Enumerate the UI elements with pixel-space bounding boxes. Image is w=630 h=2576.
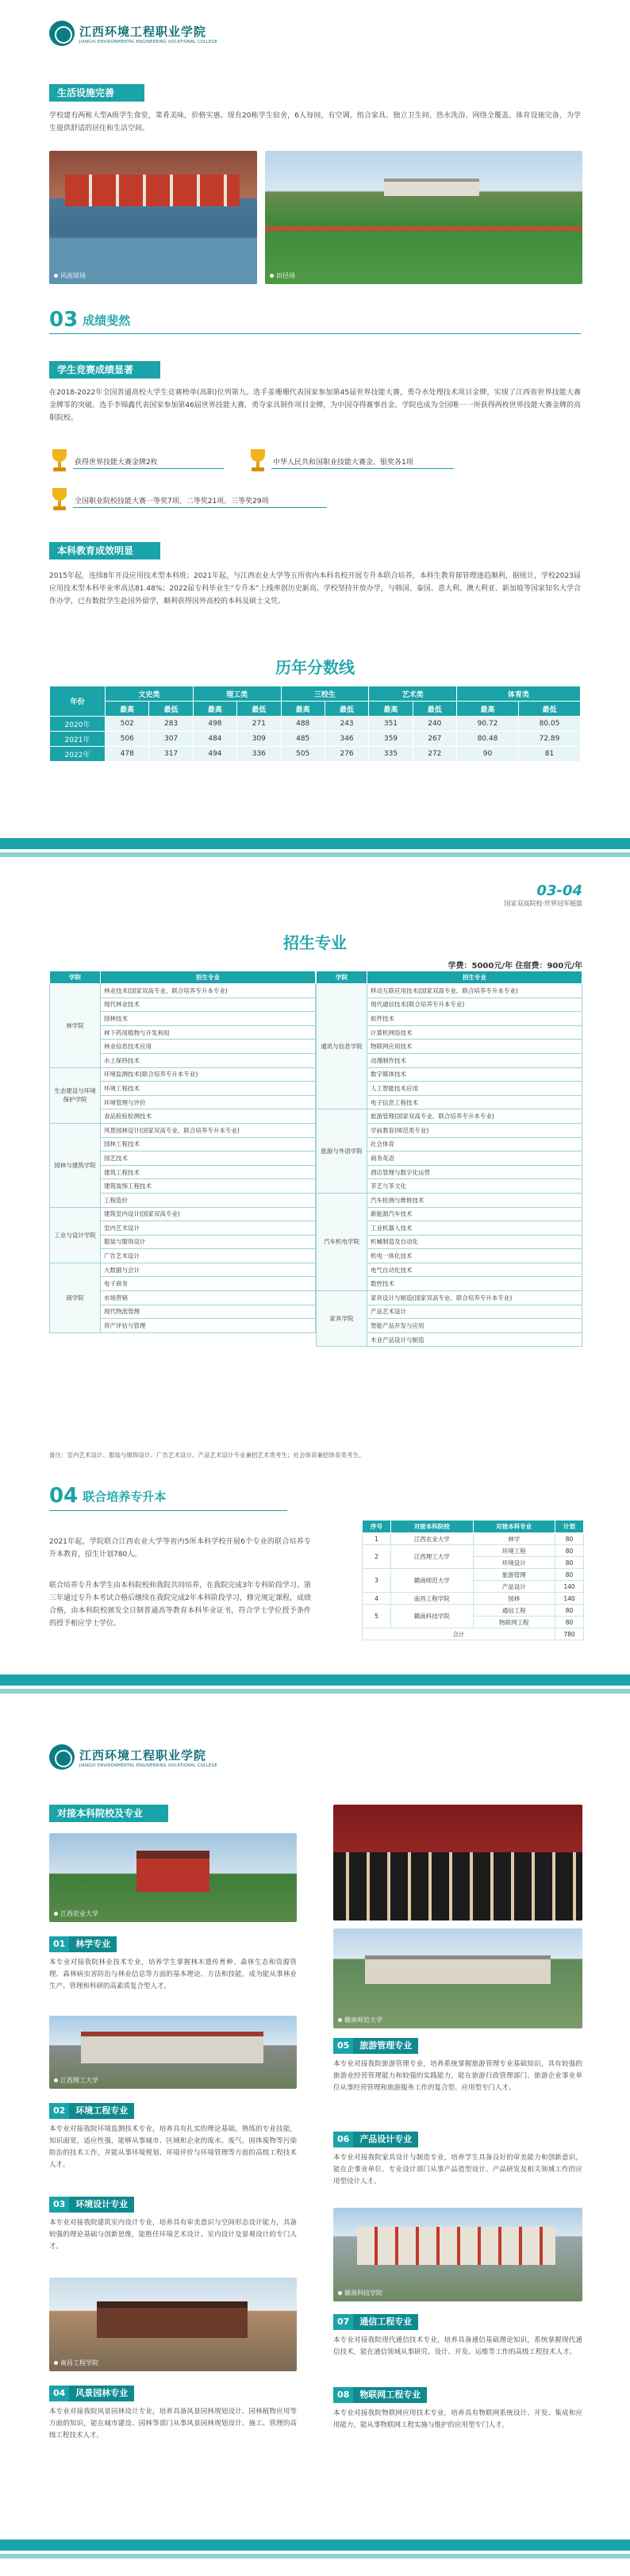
module-text: 本专业对接我院林业技术专业，培养学生掌握林木遗传育种、森林生态和资源管理、森林病虫害防治与林业信息等方面的基本理论、方法和技能，成为能从事林业生产、管理和科研的高素质复合型人才。 [49,1959,297,1990]
coop-header: 序号 [363,1521,391,1533]
coop-row [363,1593,584,1605]
coop-plan: 80 [555,1557,584,1569]
major-name: 室内艺术设计 [101,1221,316,1236]
major-name: 计算机网络技术 [367,1025,582,1040]
coop-header: 计划 [555,1521,584,1533]
major-name: 电子信息工程技术 [367,1095,582,1109]
major-name: 新能源汽车技术 [367,1207,582,1221]
coop-header: 对接本科院校 [391,1521,474,1533]
score-subheader: 最低 [413,702,456,717]
coop-plan: 140 [555,1593,584,1605]
module-title: 02 环境工程专业 [49,2103,134,2119]
score-cell: 502 [106,717,149,732]
score-cell: 267 [413,732,456,747]
coop-plan: 80 [555,1533,584,1545]
major-name: 茶艺与茶文化 [367,1179,582,1194]
major-name: 人工智能技术应用 [367,1082,582,1096]
basketball-court-photo [49,151,257,284]
achievements-heading: 03 成绩斐然 [49,308,131,332]
college-name: 工业与设计学院 [50,1207,101,1263]
coop-major: 物联网工程 [473,1617,555,1628]
major-name: 服装与服饰设计 [101,1235,316,1249]
module-title: 08 物联网工程专业 [333,2387,427,2403]
college-name: 通讯与信息学院 [317,984,367,1109]
school-logo-2 [49,1744,217,1770]
coop-no: 4 [363,1593,391,1605]
score-cell: 478 [106,747,149,762]
trophy-icon [248,449,268,473]
coop-major: 通信工程 [473,1605,555,1617]
score-subheader: 最高 [193,702,236,717]
coop-no: 3 [363,1569,391,1593]
score-subheader: 最低 [325,702,368,717]
module-title: 03 环境设计专业 [49,2197,134,2213]
score-cell: 335 [369,747,413,762]
scores-title: 历年分数线 [275,658,355,677]
page-number: 03-04 [536,882,582,899]
school-emblem-icon [49,1744,75,1770]
score-subheader: 最高 [281,702,325,717]
page-subtitle: 国家双高院校·世界冠军摇篮 [504,900,582,907]
coop-row [363,1569,584,1581]
module-text: 本专业对接我院物联网应用技术专业，培养具有物联网系统设计、开发、集成和应用能力，能从事物联网工程实施与维护的应用型专门人才。 [333,2409,582,2429]
score-cell: 505 [281,747,325,762]
major-name: 电子商务 [101,1277,316,1291]
majors-title: 招生专业 [283,933,347,952]
major-row [50,1207,316,1221]
major-row [317,984,582,998]
score-cell: 272 [413,747,456,762]
coop-total-label: 合计 [363,1628,555,1640]
score-cell: 90.72 [457,717,519,732]
major-name: 园艺技术 [101,1152,316,1166]
partner-section-title: 对接本科院校及专业 [49,1805,168,1822]
school-name: 江西环境工程职业学院 [79,24,207,39]
school-emblem-icon [49,21,75,46]
cooperation-table [362,1520,584,1640]
score-cell: 276 [325,747,368,762]
major-name: 软件技术 [367,1012,582,1026]
upgrade-title: 本科教育成效明显 [49,542,160,559]
upgrade-text: 2015年起，连续8年开设应用技术型本科班；2021年起，与江西农业大学等五所省内本科名校开展专升本联合培养，本科生教育郁管理逐趋顺利，据统计，学校2023届应用技术型本科毕业率高达81.48%；2022届专科毕业生“专升本”上线率创历史新高。学校坚持开放办学，与韩国、泰国、意大利、澳大利亚、新加坡等国家知名大学合作办学，已有数批学生赴国外留学，顺利获得国外高校的本科及硕士文凭。 [49,572,581,606]
major-name: 风景园林设计(国家双高专业、联合培养专升本专业) [101,1123,316,1137]
major-name: 旅游管理(国家双高专业、联合培养专升本专业) [367,1109,582,1124]
major-name: 智能产品开发与应用 [367,1319,582,1333]
major-name: 木业产品设计与制造 [367,1332,582,1347]
facilities-text: 学校建有两栋大型A级学生食堂，菜肴美味，价格实惠。现有20栋学生宿舍，6人每间，有空调、组合家具、独立卫生间、热水洗浴、网络全覆盖。体育设施完备，为学生提供舒适的居住和生活空间。 [49,112,581,133]
major-name: 园林工程技术 [101,1137,316,1152]
major-name: 水土保持技术 [101,1053,316,1067]
skill-text: 在2018-2022年全国普通高校大学生竞赛榜单(高职)位列第九。选手姜珊珊代表国家参加第45届世界技能大赛，勇夺水处理技术项目金牌，实现了江西省世界技能大赛金牌零的突破。选手李锦鑫代表国家参加第46届世界技能大赛，勇夺家具制作项目金牌，为中国夺得赛事首金。学院也成为全国唯一一所获得两枚世界技能大赛金牌的高职院校。 [49,389,581,422]
module-text: 本专业对接我院风景园林设计专业，培养具备风景园林规划设计、园林植物应用等方面的知识，能在城市建设、园林等部门从事风景园林规划设计、施工、管理的高级工程技术人才。 [49,2408,297,2440]
college-name: 林学院 [50,984,101,1068]
campus-photo-jxau [49,1833,297,1922]
score-cell: 488 [281,717,325,732]
major-row [317,1291,582,1305]
award-item: 全国职业院校技能大赛一等奖7项、二等奖21项、三等奖29项 [49,488,269,512]
score-row [50,717,581,732]
coop-major: 环境设计 [473,1557,555,1569]
major-name: 林业信息技术应用 [101,1040,316,1054]
major-name: 食品检验检测技术 [101,1109,316,1124]
coop-univ: 赣南师范大学 [391,1569,474,1593]
fees-text: 学费：5000元/年 住宿费：900元/年 [448,962,582,971]
coop-univ: 江西农业大学 [391,1533,474,1545]
major-name: 现代物流管理 [101,1305,316,1319]
major-name: 园林技术 [101,1012,316,1026]
score-subheader: 最低 [518,702,580,717]
coop-no: 1 [363,1533,391,1545]
coop-plan: 80 [555,1569,584,1581]
major-name: 电气自动化技术 [367,1263,582,1277]
photo-caption: 风雨球场 [54,271,86,280]
award-item: 中华人民共和国职业技能大赛金、银奖各1项 [248,449,413,473]
module-title: 06 产品设计专业 [333,2132,418,2147]
major-name: 机械制造及自动化 [367,1235,582,1249]
score-cell: 498 [193,717,236,732]
cooperation-text-1: 2021年起，学院联合江西农业大学等省内5所本科学校开展6个专业的联合培养专升本教育，招生计划780人。 [49,1538,311,1559]
score-row [50,747,581,762]
major-row [317,1193,582,1207]
score-subheader: 最低 [237,702,281,717]
coop-univ: 南昌工程学院 [391,1593,474,1605]
major-name: 建筑室内设计(国家双高专业) [101,1207,316,1221]
coop-univ: 赣南科技学院 [391,1605,474,1628]
page-number-block [476,882,582,908]
coop-plan: 80 [555,1605,584,1617]
score-subheader: 最低 [149,702,193,717]
cooperation-text-2: 联合培养专升本学生由本科院校和我院共同培养，在我院完成3年专科阶段学习。第三年通过专升本考试合格后继续在我院完成2年本科阶段学习，修完规定课程，成绩合格，由本科院校颁发全日制普通高等教育本科毕业证书，符合学士学位授予条件的授予相应学士学位。 [49,1582,311,1628]
coop-plan: 80 [555,1545,584,1557]
majors-table-right: 学院 招生专业 通讯与信息学院 移动互联应用技术(国家双高专业、联合培养专升本专业) 现代通信技术(联合培养专升本专业) 软件技术 计算机网络技术 物联网应用技术 动漫制作技术 数字媒体技术 人工智能技术应用 电子信息工程技术 旅游与外语学院 旅游管理(国家双高专业、联合培养专升本专业) 学前教育(师范类专业) 社会体育 商务英语 酒店管理与数字化运营 茶艺与茶文化 汽车机电学院 汽车检测与维修技术 新能源汽车技术 工业机器人技术 机械制造及自动化 机电一体化技术 电气自动化技术 数控技术 家具学院 家具设计与制造(国家双高专业、联合培养专升本专业) 产品艺术设计 智能产品开发与应用 木业产品设计与制造 [316,971,582,1347]
coop-total-row [363,1628,584,1640]
major-name: 数控技术 [367,1277,582,1291]
score-cell: 506 [106,732,149,747]
trophy-icon [49,488,70,512]
score-cell: 72.89 [518,732,580,747]
major-row [50,1123,316,1137]
major-name: 林下药用植物与开发利用 [101,1025,316,1040]
major-name: 环境工程技术 [101,1082,316,1096]
school-name-en: JIANGXI ENVIRONMENTAL ENGINEERING VOCATIONAL COLLEGE [79,39,218,44]
module-title: 07 通信工程专业 [333,2314,418,2330]
college-name: 商学院 [50,1263,101,1332]
score-year: 2021年 [50,732,106,747]
major-name: 家具设计与制造(国家双高专业、联合培养专升本专业) [367,1291,582,1305]
coop-plan: 140 [555,1581,584,1593]
module-text: 本专业对接我院家具设计与制造专业，培养学生具备良好的审美能力和创新意识，能在企事业单位、专业设计部门从事产品造型设计、产品研发及相关领域工作的应用型设计人才。 [333,2154,582,2186]
module-text: 本专业对接我院建筑室内设计专业，培养具有审美意识与空间形态设计能力，具备较强的理论基础与创新思维，能胜任环境艺术设计、室内设计及景观设计的专门人才。 [49,2219,297,2251]
major-name: 动漫制作技术 [367,1053,582,1067]
coop-row [363,1533,584,1545]
photo-caption: 田径场 [270,271,295,280]
score-cell: 485 [281,732,325,747]
major-name: 资产评估与管理 [101,1319,316,1333]
coop-major: 旅游管理 [473,1569,555,1581]
stadium-photo [265,151,582,284]
score-cell: 80.48 [457,732,519,747]
facilities-title: 生活设施完善 [49,84,144,102]
major-name: 物联网应用技术 [367,1040,582,1054]
photo-caption: 赣南师范大学 [338,2016,382,2024]
score-cell: 351 [369,717,413,732]
coop-no: 5 [363,1605,391,1628]
major-name: 现代林业技术 [101,998,316,1012]
major-name: 移动互联应用技术(国家双高专业、联合培养专升本专业) [367,984,582,998]
major-name: 产品艺术设计 [367,1305,582,1319]
major-name: 现代通信技术(联合培养专升本专业) [367,998,582,1012]
coop-major: 环境工程 [473,1545,555,1557]
score-cell: 80.05 [518,717,580,732]
trophy-icon [49,449,70,473]
major-row [317,1109,582,1124]
module-title: 01 林学专业 [49,1936,117,1952]
score-cell: 484 [193,732,236,747]
major-name: 汽车检测与维修技术 [367,1193,582,1207]
graduation-photo [333,1805,582,1920]
coop-total-value: 780 [555,1628,584,1640]
major-name: 环境监测技术(联合培养专升本专业) [101,1067,316,1082]
score-cell: 271 [237,717,281,732]
coop-major: 林学 [473,1533,555,1545]
score-subheader: 最高 [106,702,149,717]
module-text: 本专业对接我院环境监测技术专业，培养具有扎实的理论基础，熟练的专业技能，知识面宽，适应性强，能够从事城市、区域和企业的废水、废气、固体废物等污染防治的技术工作，并能从事环境规划、环境评价与环境管理等方面的高级工程技术人才。 [49,2125,297,2169]
coop-major: 产品设计 [473,1581,555,1593]
score-year: 2020年 [50,717,106,732]
school-logo [49,21,217,46]
campus-photo-gnnu [333,1928,582,2028]
college-name: 生态建设与环境保护学院 [50,1067,101,1123]
photo-caption: 江西理工大学 [54,2076,98,2085]
major-name: 数字媒体技术 [367,1067,582,1082]
major-name: 广告艺术设计 [101,1249,316,1263]
major-name: 工程造价 [101,1193,316,1207]
scores-table: 年份 文史类 理工类 三校生 艺术类 体育类 最高 最低 最高 最低 最高 最低 最高 最低 最高 最低 2020年 502 283 498 271 488 243 351 240 90.72 80.05 2021年 506 307 484 309 485 346 359 267 80.48 72.89 2022年 478 317 494 336 505 276 335 272 90 81 [49,686,581,762]
score-cell: 309 [237,732,281,747]
coop-major: 园林 [473,1593,555,1605]
major-name: 酒店管理与数字化运营 [367,1165,582,1179]
major-name: 建筑工程技术 [101,1165,316,1179]
campus-photo-gnust [333,2208,582,2301]
major-name: 学前教育(师范类专业) [367,1123,582,1137]
coop-univ: 江西理工大学 [391,1545,474,1569]
score-subheader: 最高 [369,702,413,717]
score-cell: 283 [149,717,193,732]
score-cell: 90 [457,747,519,762]
school-name: 江西环境工程职业学院 [79,1747,207,1763]
major-row [50,1067,316,1082]
major-name: 商务英语 [367,1152,582,1166]
coop-plan: 80 [555,1617,584,1628]
score-year: 2022年 [50,747,106,762]
score-cell: 317 [149,747,193,762]
skill-title: 学生竞赛成绩显著 [49,361,160,379]
award-item: 获得世界技能大赛金牌2枚 [49,449,158,473]
photo-caption: 南昌工程学院 [54,2359,98,2367]
college-name: 汽车机电学院 [317,1193,367,1290]
major-row [50,984,316,998]
photo-caption: 江西农业大学 [54,1909,98,1918]
major-name: 建筑装饰工程技术 [101,1179,316,1194]
score-row [50,732,581,747]
major-name: 社会体育 [367,1137,582,1152]
school-name-en: JIANGXI ENVIRONMENTAL ENGINEERING VOCATIONAL COLLEGE [79,1763,218,1768]
majors-table-left: 学院 招生专业 林学院 林业技术(国家双高专业、联合培养专升本专业) 现代林业技术 园林技术 林下药用植物与开发利用 林业信息技术应用 水土保持技术 生态建设与环境保护学院 环境监测技术(联合培养专升本专业) 环境工程技术 环境管理与评价 食品检验检测技术 园林与建筑学院 风景园林设计(国家双高专业、联合培养专升本专业) 园林工程技术 园艺技术 建筑工程技术 建筑装饰工程技术 工程造价 工业与设计学院 建筑室内设计(国家双高专业) 室内艺术设计 服装与服饰设计 广告艺术设计 商学院 大数据与会计 电子商务 市场营销 现代物流管理 资产评估与管理 [49,971,316,1333]
college-name: 旅游与外语学院 [317,1109,367,1194]
module-title: 04 风景园林专业 [49,2386,134,2401]
major-name: 市场营销 [101,1291,316,1305]
coop-row [363,1605,584,1617]
cooperation-heading: 04 联合培养专升本 [49,1484,167,1508]
majors-note: 备注：室内艺术设计、服装与服饰设计、广告艺术设计、产品艺术设计专业兼招艺术类考生；社会体育兼招体育类考生。 [49,1451,365,1459]
score-cell: 240 [413,717,456,732]
score-cell: 243 [325,717,368,732]
major-name: 林业技术(国家双高专业、联合培养专升本专业) [101,984,316,998]
module-title: 05 旅游管理专业 [333,2038,418,2054]
score-cell: 359 [369,732,413,747]
major-name: 机电一体化技术 [367,1249,582,1263]
college-name: 家具学院 [317,1291,367,1347]
major-name: 工业机器人技术 [367,1221,582,1236]
score-cell: 81 [518,747,580,762]
major-row [50,1263,316,1277]
score-cell: 336 [237,747,281,762]
score-subheader: 最高 [457,702,519,717]
photo-caption: 赣南科技学院 [338,2289,382,2297]
module-text: 本专业对接我院现代通信技术专业，培养具备通信基础理论知识，系统掌握现代通信技术，能在通信领域从事研究、设计、开发、运维等工作的高级工程技术人才。 [333,2336,582,2356]
college-name: 园林与建筑学院 [50,1123,101,1207]
score-cell: 494 [193,747,236,762]
major-name: 环境管理与评价 [101,1095,316,1109]
campus-photo-nit [49,2278,297,2371]
campus-photo-jxust [49,2016,297,2089]
score-cell: 346 [325,732,368,747]
module-text: 本专业对接我院旅游管理专业，培养系统掌握旅游管理专业基础知识，具有较强的旅游业经营管理能力和较强的实践能力，能在旅游行政管理部门、旅游企业事业单位从事经营管理和旅游服务工作的复合型、应用型专门人才。 [333,2060,582,2092]
coop-row [363,1545,584,1557]
major-name: 大数据与会计 [101,1263,316,1277]
coop-header: 对接本科专业 [473,1521,555,1533]
coop-no: 2 [363,1545,391,1569]
score-cell: 307 [149,732,193,747]
